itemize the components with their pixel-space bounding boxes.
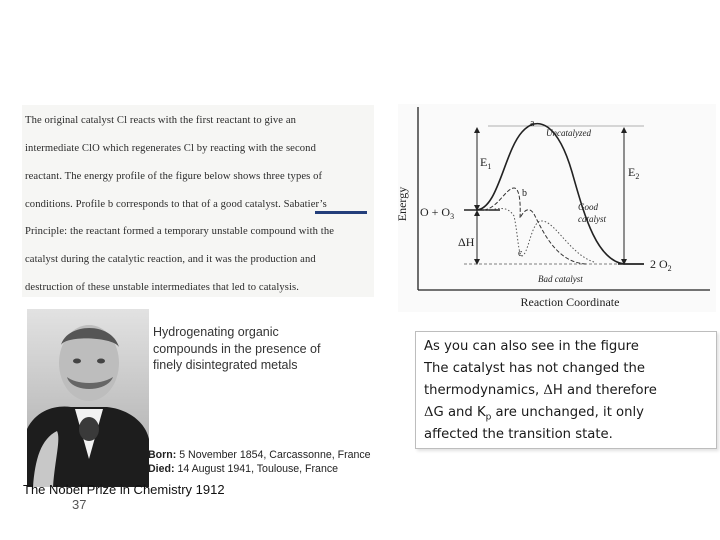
died-label: Died: xyxy=(148,463,175,475)
bad-catalyst-label: Bad catalyst xyxy=(538,274,583,284)
died-line xyxy=(148,463,338,475)
born-label: Born: xyxy=(148,449,177,461)
note-line: affected the transition state. xyxy=(424,427,613,442)
good-catalyst-curve xyxy=(484,188,588,264)
paragraph-line: The original catalyst Cl reacts with the first reactant to give an xyxy=(25,115,297,126)
catalysis-paragraph xyxy=(22,105,374,297)
slide-number: 37 xyxy=(72,497,87,512)
note-line: The catalyst has not changed the xyxy=(424,361,646,376)
energy-profile-diagram xyxy=(395,104,716,312)
died-value: 14 August 1941, Toulouse, France xyxy=(177,463,339,475)
portrait-illustration xyxy=(27,309,149,487)
product-label: 2 $O_2$ xyxy=(650,257,672,273)
paragraph-line: reactant. The energy profile of the figure below shows three types of xyxy=(25,171,323,182)
paragraph-line: destruction of these unstable intermediates that led to catalysis. xyxy=(25,282,300,293)
highlight-underline xyxy=(315,211,367,214)
paragraph-line: conditions. Profile b corresponds to that of a good catalyst. Sabatier’s xyxy=(25,199,327,210)
good-label: Good xyxy=(578,202,598,212)
curve-letter-c: c xyxy=(518,248,523,259)
curve-letter-b: b xyxy=(522,188,527,199)
curve-letter-a: a xyxy=(530,118,535,129)
note-textbox xyxy=(415,331,717,449)
paragraph-line: Principle: the reactant formed a temporary unstable compound with the xyxy=(25,226,335,237)
born-line xyxy=(148,449,371,461)
note-line: ΔG and $K_p$ are unchanged, it only xyxy=(424,405,644,423)
caption-line: compounds in the presence of xyxy=(153,342,321,356)
uncatalyzed-curve xyxy=(476,124,644,264)
sabatier-portrait xyxy=(27,309,149,487)
uncatalyzed-label: Uncatalyzed xyxy=(546,128,591,138)
born-value: 5 November 1854, Carcassonne, France xyxy=(179,449,371,461)
e2-label: $E_2$ xyxy=(628,165,640,181)
catalyst-label: catalyst xyxy=(578,214,606,224)
paragraph-line: catalyst during the catalytic reaction, and it was the production and xyxy=(25,254,316,265)
e1-label: $E_1$ xyxy=(480,155,492,171)
energy-profile-svg xyxy=(395,104,716,312)
enthalpy-label: ΔH xyxy=(458,235,475,249)
note-line: thermodynamics, ΔH and therefore xyxy=(424,383,657,398)
caption-line: finely disintegrated metals xyxy=(153,358,298,372)
reactant-label: $O + O_3$ xyxy=(420,205,455,221)
paragraph-line: intermediate ClO which regenerates Cl by reacting with the second xyxy=(25,143,316,154)
note-line: As you can also see in the figure xyxy=(424,339,639,354)
y-axis-label: Energy xyxy=(395,186,409,222)
x-axis-label: Reaction Coordinate xyxy=(520,295,620,309)
nobel-prize-title: The Nobel Prize in Chemistry 1912 xyxy=(23,482,225,497)
caption-line: Hydrogenating organic xyxy=(153,325,279,339)
